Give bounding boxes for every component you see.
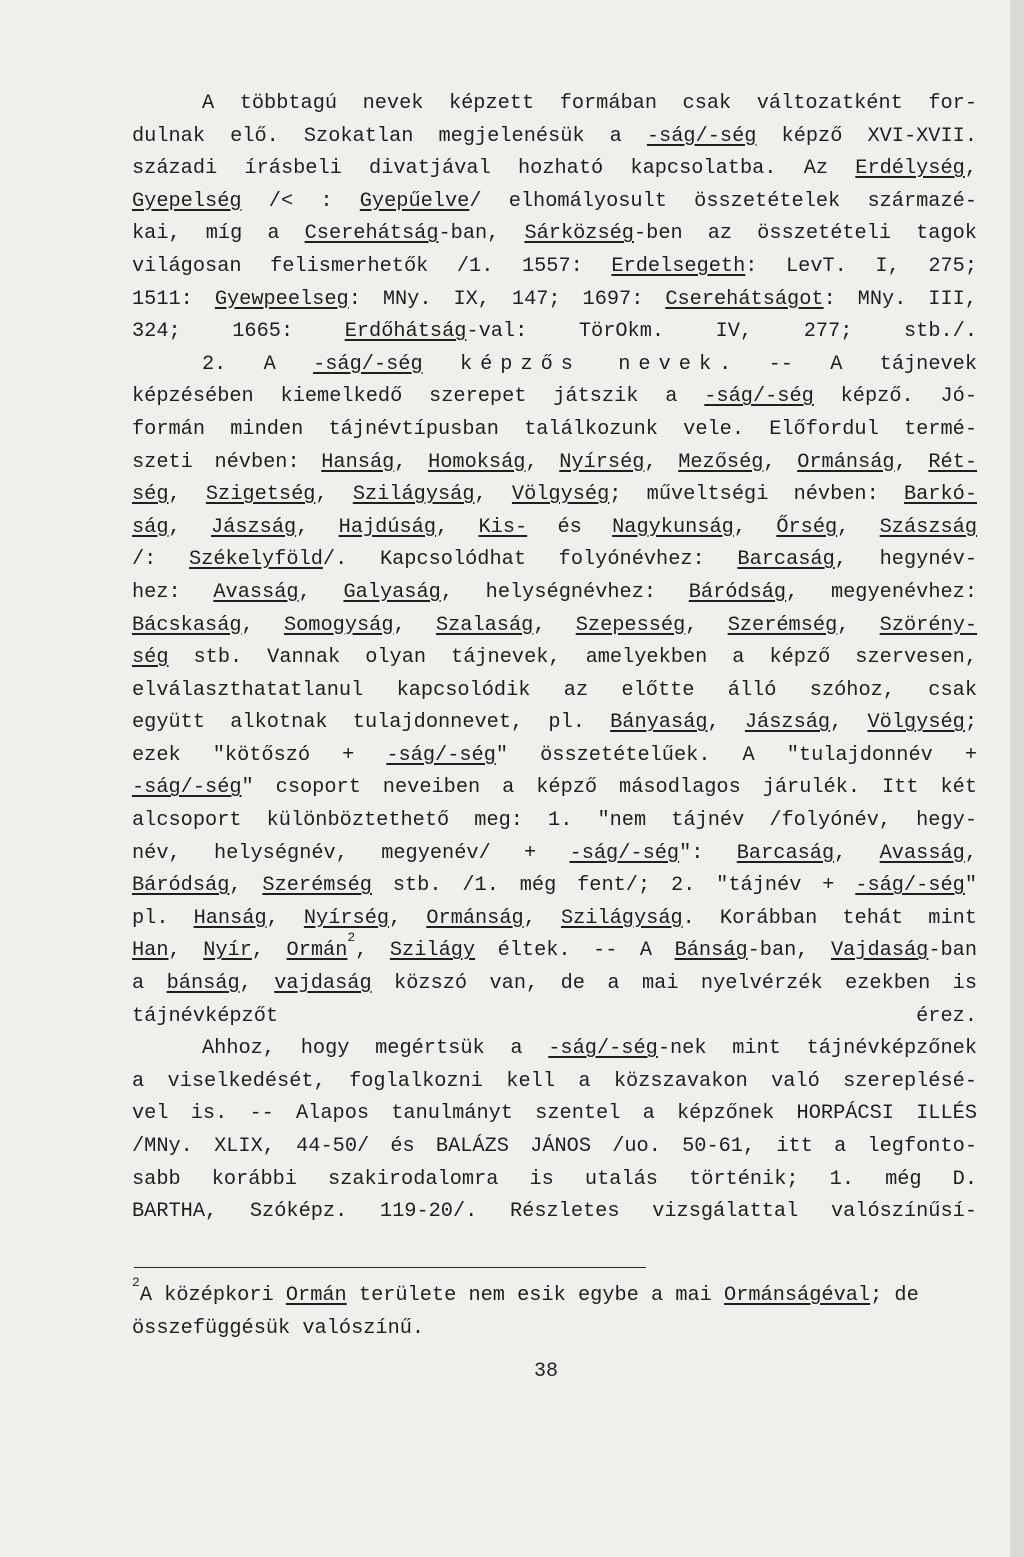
text-line: vel is. -- Alapos tanulmányt szentel a képzőnek HORPÁCSI ILLÉS: [132, 1102, 977, 1126]
text-line: képzésében kiemelkedő szerepet játszik a -ság/-ség képző. Jó-: [132, 385, 977, 409]
document-body: [132, 88, 992, 1229]
footnote-marker: 2: [132, 1275, 140, 1290]
text-line: formán minden tájnévtípusban találkozunk vele. Előfordul termé-: [132, 417, 977, 441]
text-line: 1511: Gyewpeelseg: MNy. IX, 147; 1697: Cserehátságot: MNy. III,: [132, 287, 977, 311]
text-line: Báródság, Szerémség stb. /1. még fent/; 2. "tájnév + -ság/-ség": [132, 874, 977, 898]
text-line: ség stb. Vannak olyan tájnevek, amelyekben a képző szervesen,: [132, 646, 977, 670]
text-line: szeti névben: Hanság, Homokság, Nyírség, Mezőség, Ormánság, Rét-: [132, 450, 978, 474]
text-line: Han, Nyír, Ormán$^2$, Szilágy éltek. -- A Bánság-ban, Vajdaság-ban: [132, 930, 978, 963]
footnote-line: $^2$A középkori Ormán területe nem esik egybe a mai Ormánságéval; de: [132, 1275, 919, 1307]
text-line: sabb korábbi szakirodalomra is utalás történik; 1. még D.: [132, 1167, 977, 1191]
text-line: pl. Hanság, Nyírség, Ormánság, Szilágyság. Korábban tehát mint: [132, 906, 977, 930]
text-line: A többtagú nevek képzett formában csak változatként for-: [202, 92, 977, 115]
text-line: a bánság, vajdaság közszó van, de a mai nyelvérzék ezekben is: [132, 972, 978, 996]
text-line: ság, Jászság, Hajdúság, Kis- és Nagykunság, Őrség, Szászság: [132, 515, 978, 539]
page-edge: [1010, 0, 1024, 1557]
text-line: tájnévképzőt érez.: [132, 1004, 977, 1028]
text-line: -ság/-ség" csoport neveiben a képző másodlagos járulék. Itt két: [132, 776, 977, 800]
text-line: dulnak elő. Szokatlan megjelenésük a -ság/-ség képző XVI-XVII.: [132, 124, 977, 148]
text-line: /: Székelyföld/. Kapcsolódhat folyónévhez: Barcaság, hegynév-: [132, 548, 977, 572]
text-line: kai, míg a Cserehátság-ban, Sárközség-ben az összetételi tagok: [132, 222, 977, 246]
text-line: együtt alkotnak tulajdonnevet, pl. Bányaság, Jászság, Völgység;: [132, 711, 978, 735]
text-line: a viselkedését, foglalkozni kell a közszavakon való szereplésé-: [132, 1069, 977, 1093]
footnote: [132, 1275, 1012, 1345]
text-line: hez: Avasság, Galyaság, helységnévhez: Báródság, megyenévhez:: [132, 580, 978, 604]
footnote-divider: [134, 1267, 646, 1268]
text-line: Bácskaság, Somogyság, Szalaság, Szepesség, Szerémség, Szörény-: [132, 613, 978, 637]
footnote-line: összefüggésük valószínű.: [132, 1316, 425, 1340]
text-line: /MNy. XLIX, 44-50/ és BALÁZS JÁNOS /uo. 50-61, itt a legfonto-: [132, 1135, 977, 1158]
text-line: elválaszthatatlanul kapcsolódik az előtte álló szóhoz, csak: [132, 678, 977, 702]
text-line: világosan felismerhetők /1. 1557: Erdelsegeth: LevT. I, 275;: [132, 254, 977, 278]
text-line: Gyepelség /< : Gyepűelve/ elhomályosult összetételek származé-: [132, 189, 977, 213]
page-number: 38: [534, 1360, 559, 1383]
text-line: 2. A -ság/-ség képzős nevek. -- A tájnevek: [202, 352, 978, 376]
text-line: név, helységnév, megyenév/ + -ság/-ség": Barcaság, Avasság,: [132, 841, 978, 865]
text-line: ezek "kötőszó + -ság/-ség" összetételűek. A "tulajdonnév +: [132, 743, 977, 767]
text-line: századi írásbeli divatjával hozható kapcsolatba. Az Erdélység,: [132, 157, 977, 181]
footnote-ref: 2: [347, 930, 356, 946]
text-line: ség, Szigetség, Szilágyság, Völgység; műveltségi névben: Barkó-: [132, 483, 977, 507]
text-line: alcsoport különböztethető meg: 1. "nem tájnév /folyónév, hegy-: [132, 809, 977, 833]
text-line: BARTHA, Szóképz. 119-20/. Részletes vizsgálattal valószínűsí-: [132, 1200, 977, 1224]
text-line: 324; 1665: Erdőhátság-val: TörOkm. IV, 277; stb./.: [132, 320, 977, 344]
text-line: Ahhoz, hogy megértsük a -ság/-ség-nek mint tájnévképzőnek: [202, 1037, 977, 1061]
